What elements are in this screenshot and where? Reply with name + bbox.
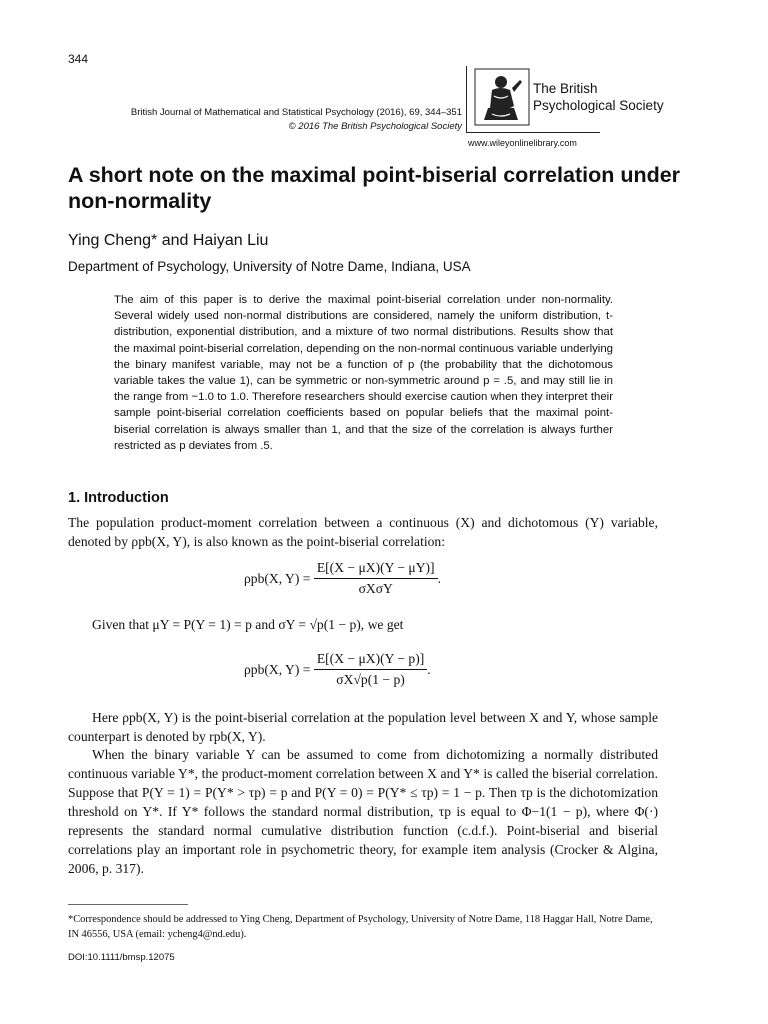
- copyright-notice: © 2016 The British Psychological Society: [288, 121, 462, 132]
- footnote-divider: [68, 904, 188, 905]
- equation1-denominator: σXσY: [358, 581, 393, 596]
- equation2-numerator: E[(X − μX)(Y − p)]: [314, 651, 427, 670]
- section-heading-introduction: 1. Introduction: [68, 490, 169, 506]
- equation2-end: .: [427, 661, 431, 677]
- page-number: 344: [68, 52, 89, 66]
- equation1-fraction: [314, 560, 438, 597]
- intro-paragraph: The population product-moment correlation between a continuous (X) and dichotomous (Y) variable, denoted by ρpb(X, Y), is also known as the point-biserial correlation:: [68, 515, 658, 549]
- journal-citation: British Journal of Mathematical and Statistical Psychology (2016), 69, 344–351: [130, 107, 462, 118]
- equation1-end: .: [437, 570, 441, 586]
- website-link[interactable]: www.wileyonlinelibrary.com: [468, 138, 577, 148]
- body-paragraph-3: When the binary variable Y can be assumed to come from dichotomizing a normally distributed continuous variable Y*, the product-moment correlation between X and Y* is called the biserial correlation. Suppose that P(Y = 1) = P(Y* > τp) = p and P(Y = 0) = P(Y* ≤ τp) = 1 − p. Then τp is the dichotomization threshold on Y*. If Y* follows the standard normal distribution, τp is equal to Φ−1(1 − p), where Φ(·) represents the standard normal cumulative distribution function (c.d.f.). Point-biserial and biserial correlations play an important role in psychometric theory, for example item analysis (Crocker & Algina, 2006, p. 317).: [68, 747, 658, 876]
- journal-citation-block: [110, 106, 462, 134]
- society-name: [533, 80, 664, 114]
- equation2-fraction: [314, 651, 427, 688]
- doi: DOI:10.1111/bmsp.12075: [68, 952, 175, 963]
- equation2-lhs: ρpb(X, Y) =: [244, 661, 311, 677]
- equation-point-biserial-simplified: [244, 651, 544, 697]
- given-line: Given that μY = P(Y = 1) = p and σY = √p(1 − p), we get: [92, 617, 404, 632]
- article-authors: Ying Cheng* and Haiyan Liu: [68, 232, 269, 249]
- correspondence-footnote: *Correspondence should be addressed to Ying Cheng, Department of Psychology, University of Notre Dame, 118 Haggar Hall, Notre Dame, IN 46556, USA (email: ycheng4@nd.edu).: [68, 914, 653, 940]
- article-affiliation: Department of Psychology, University of Notre Dame, Indiana, USA: [68, 259, 471, 274]
- equation-point-biserial: [244, 560, 544, 606]
- body-paragraph-2: Here ρpb(X, Y) is the point-biserial correlation at the population level between X and Y, whose sample counterpart is denoted by rpb(X, Y).: [68, 710, 658, 744]
- equation2-denominator: σX√p(1 − p): [336, 672, 405, 687]
- society-name-line1: The British: [533, 81, 598, 96]
- abstract: The aim of this paper is to derive the maximal point-biserial correlation under non-normality. Several widely used non-normal distributions are considered, namely the uniform distribution, t-distribution, exponential distribution, and a mixture of two normal distributions. Results show that the maximal point-biserial correlation, depending on the non-normal continuous variable underlying the binary manifest variable, may not be a function of p (the probability that the dichotomous variable takes the value 1), can be symmetric or non-symmetric around p = .5, and may still lie in the range from −1.0 to 1.0. Therefore researchers should exercise caution when they interpret their sample point-biserial correlation coefficients based on popular beliefs that the maximal point-biserial correlation is always smaller than 1, and that the size of the correlation is always further restricted as p deviates from .5.: [114, 294, 613, 452]
- header-underline: [466, 132, 600, 133]
- equation1-numerator: E[(X − μX)(Y − μY)]: [314, 560, 438, 579]
- article-title: A short note on the maximal point-biserial correlation under non-normality: [68, 163, 681, 213]
- bps-logo-icon: [474, 68, 530, 126]
- header-divider: [466, 66, 467, 132]
- society-name-line2: Psychological Society: [533, 98, 664, 113]
- equation1-lhs: ρpb(X, Y) =: [244, 570, 311, 586]
